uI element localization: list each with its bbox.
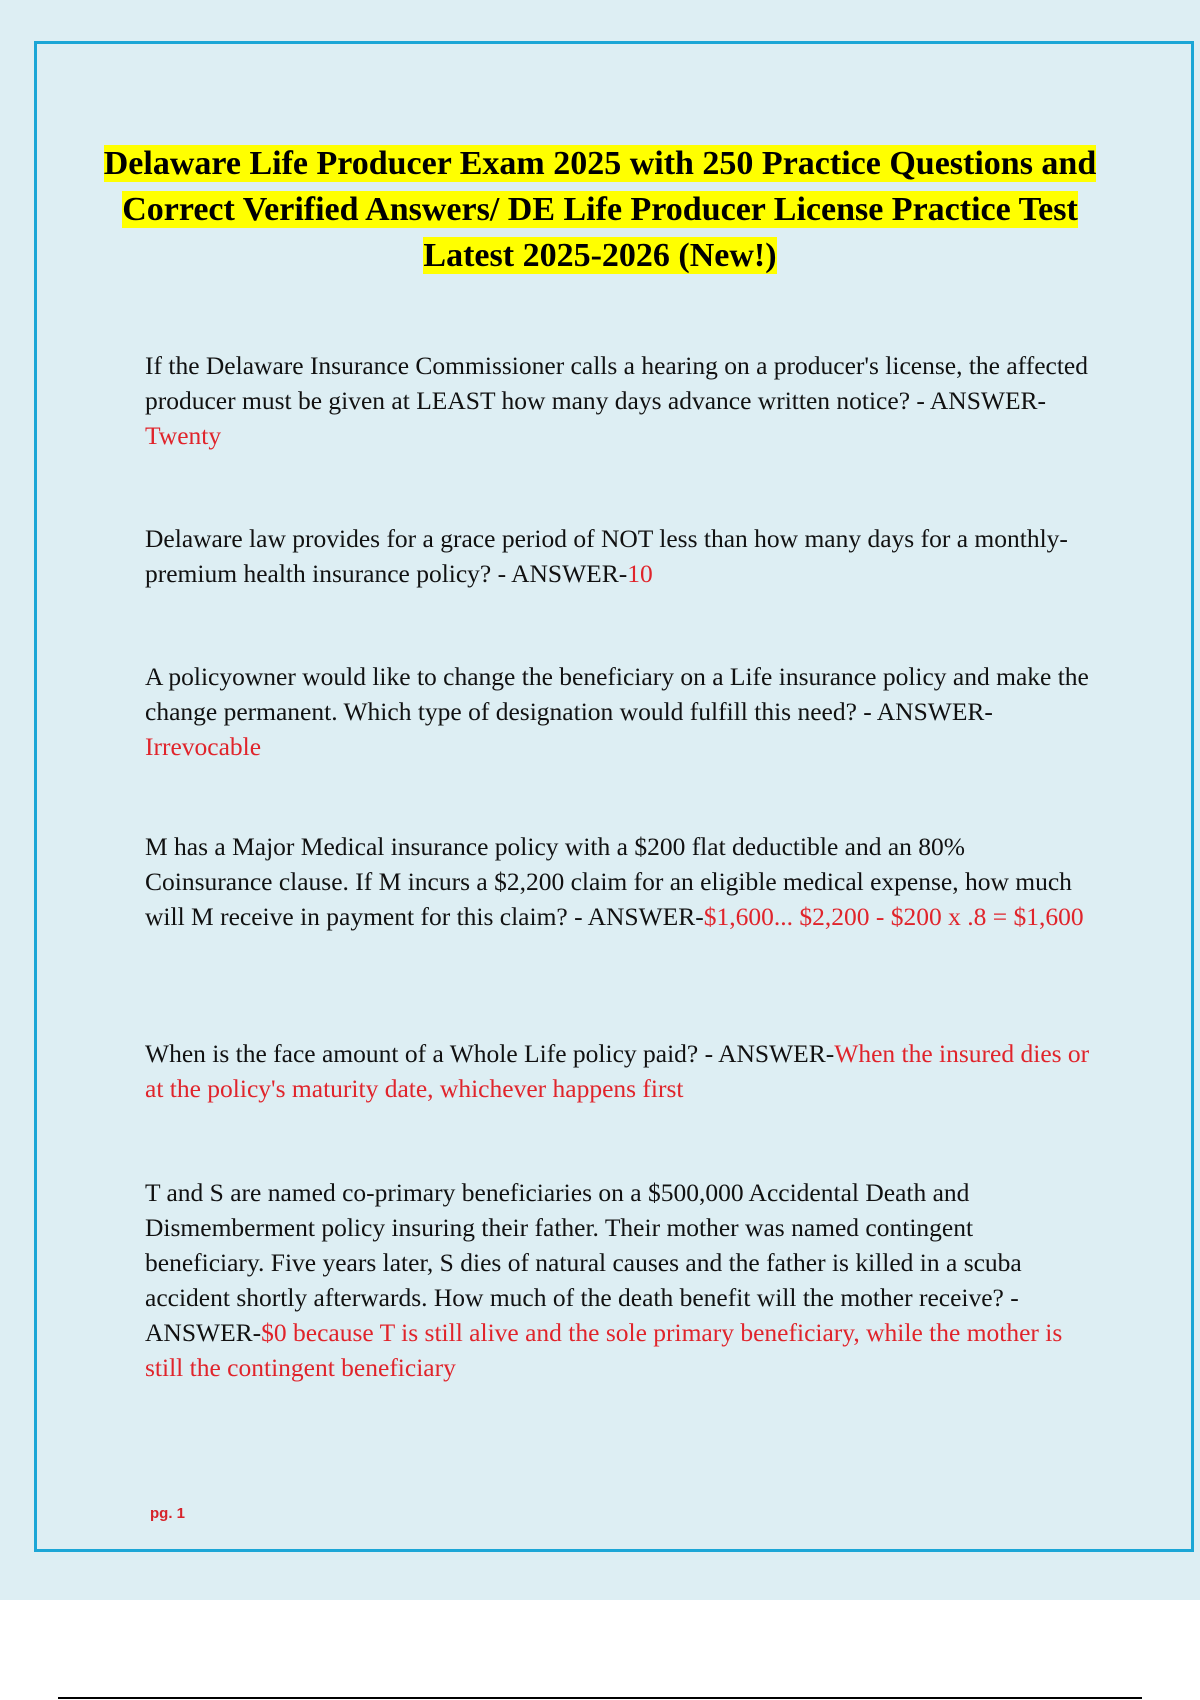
question-text: Delaware law provides for a grace period of NOT less than how many days for a monthly-premium health insurance policy? - — [145, 524, 1068, 588]
question-item-6 — [145, 1175, 1095, 1385]
answer-label: ANSWER- — [929, 386, 1047, 415]
question-item-5 — [145, 1036, 1095, 1106]
question-text: A policyowner would like to change the beneficiary on a Life insurance policy and make the change permanent. Which type of designation would fulfill this need? - — [145, 662, 1089, 726]
answer-text: $1,600... $2,200 - $200 x .8 = $1,600 — [703, 902, 1084, 931]
answer-label: ANSWER- — [876, 697, 993, 726]
answer-text: When the insured dies or at the policy's maturity date, whichever happens first — [145, 1039, 1090, 1103]
answer-label: ANSWER- — [587, 902, 704, 931]
answer-text: Twenty — [145, 421, 222, 450]
title-highlight: Delaware Life Producer Exam 2025 with 250 Practice Questions and Correct Verified Answers/ DE Life Producer License Practice Test Latest 2025-2026 (New!) — [103, 145, 1097, 274]
document-title — [100, 141, 1100, 279]
question-text: T and S are named co-primary beneficiaries on a $500,000 Accidental Death and Dismemberment policy insuring their father. Their mother was named contingent beneficiary. Five years later, S dies of natural causes and the father is killed in a scuba accident shortly afterwards. How much of the death benefit will the mother receive? - — [145, 1178, 1022, 1312]
question-text: If the Delaware Insurance Commissioner calls a hearing on a producer's license, the affected producer must be given at LEAST how many days advance written notice? - — [145, 351, 1088, 415]
page-number: pg. 1 — [150, 1505, 186, 1522]
answer-text: Irrevocable — [145, 732, 262, 761]
question-text: When is the face amount of a Whole Life policy paid? - — [145, 1039, 719, 1068]
answer-text: 10 — [627, 559, 653, 588]
question-text: M has a Major Medical insurance policy with a $200 flat deductible and an 80% Coinsurance clause. If M incurs a $2,200 claim for an eligible medical expense, how much will M receive in payment for this claim? - — [145, 832, 1072, 931]
question-item-2 — [145, 521, 1095, 591]
answer-label: ANSWER- — [511, 559, 628, 588]
question-item-1 — [145, 348, 1095, 453]
answer-text: $0 because T is still alive and the sole primary beneficiary, while the mother is still the contingent beneficiary — [145, 1318, 1063, 1382]
bottom-divider — [58, 1697, 1142, 1699]
answer-label: ANSWER- — [145, 1318, 262, 1347]
question-item-4 — [145, 829, 1095, 934]
question-item-3 — [145, 659, 1095, 764]
answer-label: ANSWER- — [718, 1039, 835, 1068]
